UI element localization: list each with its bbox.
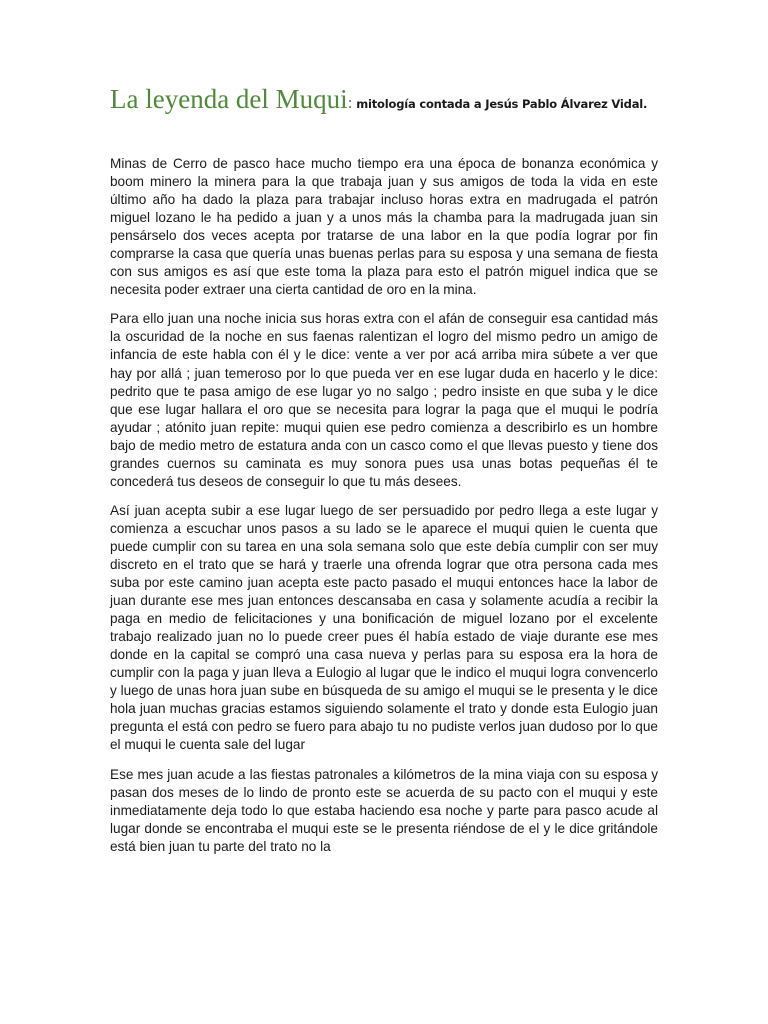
document-body bbox=[110, 155, 658, 867]
document-heading bbox=[110, 84, 670, 115]
title-separator: : bbox=[347, 93, 353, 112]
document-title: La leyenda del Muqui bbox=[110, 84, 348, 114]
paragraph-3: Así juan acepta subir a ese lugar luego de ser persuadido por pedro llega a este lugar y comienza a escuchar unos pasos a su lado se le aparece el muqui quien le cuenta que puede cumplir con su tarea en una sola semana solo que este debía cumplir con ser muy discreto en el trato que se hará y traerle una ofrenda lograr que otra persona cada mes suba por este camino juan acepta este pacto pasado el muqui entonces hace la labor de juan durante ese mes juan entonces descansaba en casa y solamente acudía a recibir la paga en medio de felicitaciones y una bonificación de miguel lozano por el excelente trabajo realizado juan no lo puede creer pues él había estado de viaje durante ese mes donde en la capital se compró una casa nueva y perlas para su esposa era la hora de cumplir con la paga y juan lleva a Eulogio al lugar que le indico el muqui logra convencerlo y luego de unas hora juan sube en búsqueda de su amigo el muqui se le presenta y le dice hola juan muchas gracias estamos siguiendo solamente el trato y donde esta Eulogio juan pregunta el está con pedro se fuero para abajo tu no pudiste verlos juan dudoso por lo que el muqui le cuenta sale del lugar bbox=[110, 502, 658, 753]
paragraph-2: Para ello juan una noche inicia sus horas extra con el afán de conseguir esa cantidad más la oscuridad de la noche en sus faenas ralentizan el logro del mismo pedro un amigo de infancia de este habla con él y le dice: vente a ver por acá arriba mira súbete a ver que hay por allá ; juan temeroso por lo que pueda ver en ese lugar duda en hacerlo y le dice: pedrito que te pasa amigo de ese lugar yo no salgo ; pedro insiste en que suba y le dice que ese lugar hallara el oro que se necesita para lograr la paga que el muqui le podría ayudar ; atónito juan repite: muqui quien ese pedro comienza a describirlo es un hombre bajo de medio metro de estatura anda con un casco como el que llevas puesto y tiene dos grandes cuernos su caminata es muy sonora pues usa unas botas pequeñas él te concederá tus deseos de conseguir lo que tu más desees. bbox=[110, 311, 658, 489]
paragraph-4: Ese mes juan acude a las fiestas patronales a kilómetros de la mina viaja con su esposa y pasan dos meses de lo lindo de pronto este se acuerda de su pacto con el muqui y este inmediatamente deja todo lo que estaba haciendo esa noche y parte para pasco acude al lugar donde se encontraba el muqui este se le presenta riéndose de el y le dice gritándole está bien juan tu parte del trato no la bbox=[110, 766, 658, 854]
document-subtitle: mitología contada a Jesús Pablo Álvarez Vidal. bbox=[352, 97, 648, 111]
paragraph-1: Minas de Cerro de pasco hace mucho tiempo era una época de bonanza económica y boom minero la minera para la que trabaja juan y sus amigos de toda la vida en este último año ha dado la plaza para trabajar incluso horas extra en madrugada el patrón miguel lozano le ha pedido a juan y a unos más la chamba para la madrugada juan sin pensárselo dos veces acepta por tratarse de una labor en la que podía lograr por fin comprarse la casa que quería unas buenas perlas para su esposa y una semana de fiesta con sus amigos es así que este toma la plaza para esto el patrón miguel indica que se necesita poder extraer una cierta cantidad de oro en la mina. bbox=[110, 156, 658, 298]
